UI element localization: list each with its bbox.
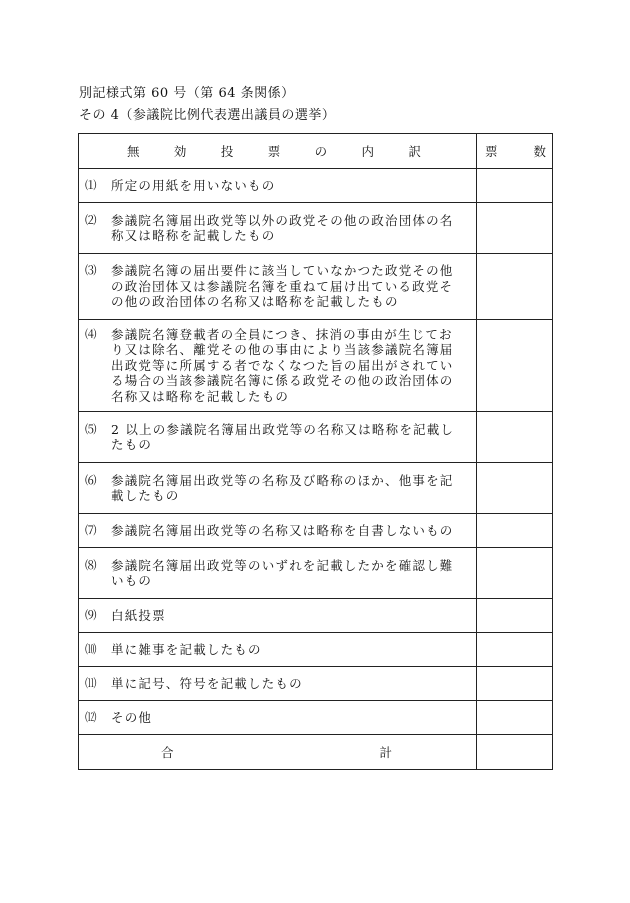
header-char: 投 [220, 144, 234, 159]
vote-count-cell[interactable] [477, 412, 553, 463]
item-number: ⑶ [85, 263, 97, 278]
item-number: ⑻ [85, 557, 97, 572]
total-char: 計 [379, 745, 392, 760]
header-vote-count [477, 134, 553, 169]
table-row [79, 667, 553, 701]
item-number: ⑼ [85, 607, 97, 622]
table-row [79, 412, 553, 463]
vote-count-cell[interactable] [477, 599, 553, 633]
item-number: ⑺ [85, 522, 97, 537]
item-text: 参議院名簿届出政党等以外の政党その他の政治団体の名称又は略称を記載したもの [111, 212, 454, 243]
item-number: ⑾ [85, 675, 97, 690]
table-row [79, 633, 553, 667]
total-label-cell [79, 735, 477, 770]
header-char: 票 [267, 144, 281, 159]
item-number: ⑹ [85, 472, 97, 487]
table-row [79, 463, 553, 514]
vote-count-cell[interactable] [477, 320, 553, 412]
item-text: 参議院名簿届出政党等の名称又は略称を自書しないもの [111, 522, 454, 538]
header-char: 訳 [408, 144, 421, 159]
vote-count-cell[interactable] [477, 203, 553, 254]
item-text: 単に記号、符号を記載したもの [111, 675, 303, 691]
table-row [79, 599, 553, 633]
header-char: 無 [127, 144, 140, 159]
item-text: 参議院名簿登載者の全員につき、抹消の事由が生じており又は除名、離党その他の事由により当該参議院名簿届出政党等に所属する者でなくなつた旨の届出がされている場合の当該参議院名簿に係る政党その他の政治団体の名称又は略称を記載したもの [111, 326, 454, 404]
vote-count-cell[interactable] [477, 463, 553, 514]
item-number: ⑷ [85, 326, 97, 341]
table-header-row [79, 134, 553, 169]
table-row [79, 169, 553, 203]
item-text: 白紙投票 [111, 607, 166, 623]
table-row [79, 548, 553, 599]
total-char: 合 [161, 745, 174, 760]
vote-count-cell[interactable] [477, 169, 553, 203]
item-text: その他 [111, 709, 153, 725]
item-text: 単に雑事を記載したもの [111, 641, 262, 657]
header-char: の [314, 144, 328, 159]
vote-count-cell[interactable] [477, 548, 553, 599]
form-subtitle: その 4（参議院比例代表選出議員の選挙） [79, 108, 336, 123]
header-char: 票 [485, 144, 498, 159]
vote-count-cell[interactable] [477, 633, 553, 667]
header-char: 数 [533, 144, 546, 159]
item-text: 参議院名簿届出政党等の名称及び略称のほか、他事を記載したもの [111, 472, 454, 503]
item-text: 所定の用紙を用いないもの [111, 177, 276, 193]
vote-count-cell[interactable] [477, 667, 553, 701]
item-text: 参議院名簿届出政党等のいずれを記載したかを確認し難いもの [111, 557, 454, 588]
table-row [79, 254, 553, 320]
table-row [79, 514, 553, 548]
header-breakdown [79, 134, 477, 169]
item-number: ⑴ [85, 177, 97, 192]
form-title: 別記様式第 60 号（第 64 条関係） [79, 86, 295, 101]
item-number: ⑽ [85, 641, 97, 656]
invalid-vote-table [78, 133, 553, 770]
total-count-cell[interactable] [477, 735, 553, 770]
header-char: 内 [361, 144, 375, 159]
table-row [79, 203, 553, 254]
item-number: ⑸ [85, 421, 97, 436]
table-row [79, 320, 553, 412]
item-text: 2 以上の参議院名簿届出政党等の名称又は略称を記載したもの [111, 421, 455, 452]
header-char: 効 [173, 144, 187, 159]
vote-count-cell[interactable] [477, 514, 553, 548]
vote-count-cell[interactable] [477, 701, 553, 735]
item-text: 参議院名簿の届出要件に該当していなかつた政党その他の政治団体又は参議院名簿を重ねて届け出ている政党その他の政治団体の名称又は略称を記載したもの [111, 263, 454, 310]
table-row [79, 701, 553, 735]
total-row [79, 735, 553, 770]
vote-count-cell[interactable] [477, 254, 553, 320]
item-number: ⑿ [85, 709, 97, 724]
item-number: ⑵ [85, 212, 97, 227]
